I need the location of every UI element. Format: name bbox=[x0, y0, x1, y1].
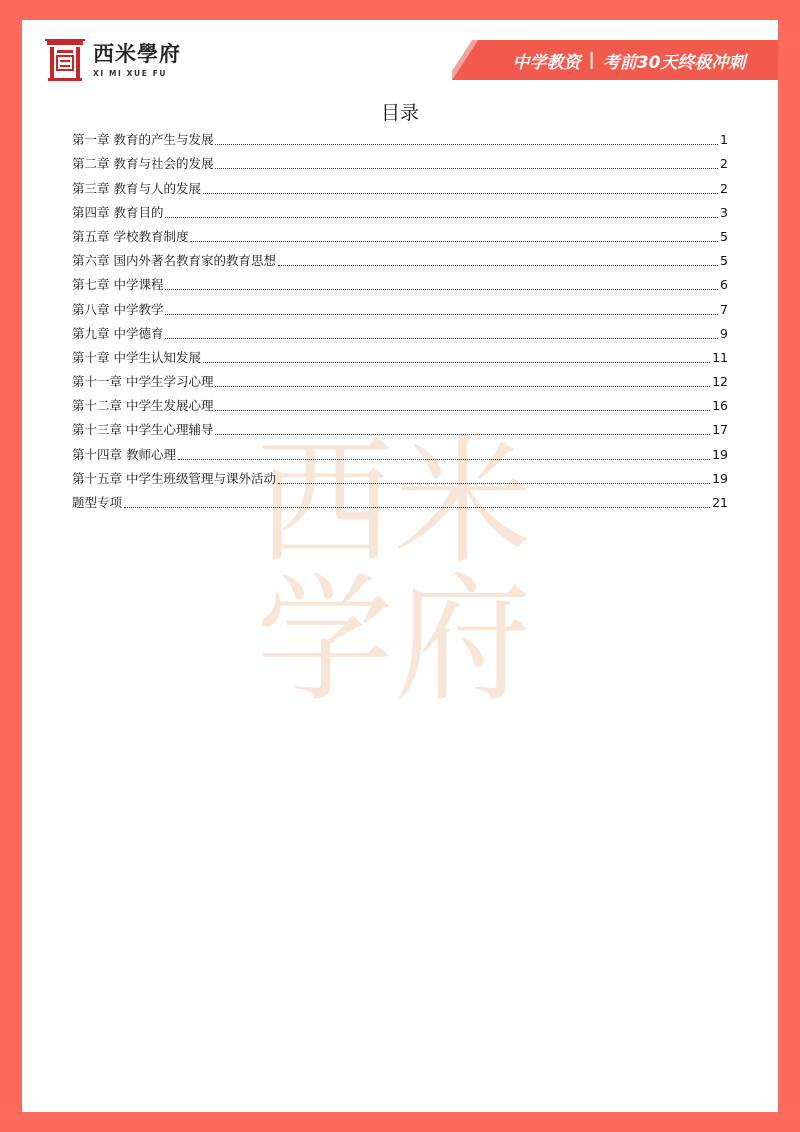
toc-entry[interactable] bbox=[72, 318, 728, 342]
toc-entry[interactable] bbox=[72, 342, 728, 366]
toc-entry[interactable] bbox=[72, 487, 728, 511]
toc-entry-page-number[interactable]: 5 bbox=[720, 253, 728, 269]
table-of-contents bbox=[72, 124, 728, 511]
toc-entry-label[interactable]: 第十一章 中学生学习心理 bbox=[72, 374, 214, 390]
brand-logo bbox=[45, 38, 181, 82]
toc-entry-page-number[interactable]: 7 bbox=[720, 301, 728, 317]
toc-entry-page-number[interactable]: 21 bbox=[712, 495, 728, 510]
toc-entry-label[interactable]: 第一章 教育的产生与发展 bbox=[72, 132, 214, 148]
toc-entry[interactable] bbox=[72, 245, 728, 269]
watermark-line1: 西米 bbox=[255, 422, 533, 583]
toc-entry-page-number[interactable]: 2 bbox=[720, 156, 728, 172]
toc-entry-label[interactable]: 第八章 中学教学 bbox=[72, 301, 164, 317]
watermark-line2: 学府 bbox=[255, 560, 533, 721]
toc-dot-leader bbox=[165, 208, 718, 218]
toc-entry-page-number[interactable]: 2 bbox=[720, 180, 728, 196]
toc-entry-page-number[interactable]: 17 bbox=[712, 422, 728, 438]
toc-entry[interactable] bbox=[72, 463, 728, 487]
toc-entry-label[interactable]: 第七章 中学课程 bbox=[72, 277, 164, 293]
toc-dot-leader bbox=[278, 256, 718, 266]
toc-dot-leader bbox=[124, 498, 710, 508]
toc-entry-label[interactable]: 第二章 教育与社会的发展 bbox=[72, 156, 214, 172]
toc-entry[interactable] bbox=[72, 221, 728, 245]
toc-entry[interactable] bbox=[72, 148, 728, 172]
toc-entry[interactable] bbox=[72, 197, 728, 221]
toc-dot-leader bbox=[165, 305, 718, 315]
toc-entry[interactable] bbox=[72, 414, 728, 438]
toc-dot-leader bbox=[215, 425, 710, 435]
toc-entry-page-number[interactable]: 19 bbox=[712, 470, 728, 486]
toc-entry[interactable] bbox=[72, 390, 728, 414]
toc-entry-label[interactable]: 第五章 学校教育制度 bbox=[72, 228, 189, 244]
toc-entry[interactable] bbox=[72, 124, 728, 148]
toc-dot-leader bbox=[215, 159, 718, 169]
toc-entry[interactable] bbox=[72, 438, 728, 462]
toc-entry-label[interactable]: 第十章 中学生认知发展 bbox=[72, 349, 201, 365]
toc-dot-leader bbox=[165, 329, 718, 339]
toc-dot-leader bbox=[203, 353, 710, 363]
toc-entry[interactable] bbox=[72, 172, 728, 196]
logo-chinese-name: 西米學府 bbox=[93, 41, 181, 66]
toc-dot-leader bbox=[203, 184, 718, 194]
toc-entry-page-number[interactable]: 5 bbox=[720, 228, 728, 244]
logo-english-name: XI MI XUE FU bbox=[93, 69, 168, 78]
document-page bbox=[22, 20, 778, 1112]
toc-entry-page-number[interactable]: 9 bbox=[720, 325, 728, 341]
toc-entry-label[interactable]: 第十四章 教师心理 bbox=[72, 446, 176, 462]
toc-dot-leader bbox=[215, 377, 710, 387]
toc-dot-leader bbox=[278, 474, 710, 484]
toc-dot-leader bbox=[215, 401, 710, 411]
toc-dot-leader bbox=[165, 280, 718, 290]
banner-subject: 中学教资 bbox=[512, 52, 581, 73]
toc-entry-page-number[interactable]: 6 bbox=[720, 277, 728, 293]
toc-entry-page-number[interactable]: 1 bbox=[720, 132, 728, 148]
header-banner bbox=[452, 40, 778, 80]
toc-entry-page-number[interactable]: 12 bbox=[712, 374, 728, 390]
banner-separator: | bbox=[588, 50, 595, 70]
toc-entry-page-number[interactable]: 11 bbox=[712, 349, 728, 365]
toc-entry[interactable] bbox=[72, 366, 728, 390]
toc-entry-label[interactable]: 题型专项 bbox=[72, 495, 123, 510]
pavilion-logo-icon bbox=[45, 38, 85, 82]
toc-entry-page-number[interactable]: 19 bbox=[712, 446, 728, 462]
toc-entry-page-number[interactable]: 16 bbox=[712, 398, 728, 414]
toc-entry-label[interactable]: 第三章 教育与人的发展 bbox=[72, 180, 201, 196]
toc-title: 目录 bbox=[380, 102, 419, 124]
toc-entry[interactable] bbox=[72, 269, 728, 293]
toc-dot-leader bbox=[215, 135, 718, 145]
toc-entry-label[interactable]: 第十五章 中学生班级管理与课外活动 bbox=[72, 470, 276, 486]
toc-entry-label[interactable]: 第六章 国内外著名教育家的教育思想 bbox=[72, 253, 276, 269]
toc-entry-page-number[interactable]: 3 bbox=[720, 204, 728, 220]
toc-entry[interactable] bbox=[72, 293, 728, 317]
toc-entry-label[interactable]: 第十二章 中学生发展心理 bbox=[72, 398, 214, 414]
toc-entry-label[interactable]: 第九章 中学德育 bbox=[72, 325, 164, 341]
toc-dot-leader bbox=[190, 232, 718, 242]
banner-slogan: 考前30天终极冲刺 bbox=[602, 52, 746, 73]
toc-dot-leader bbox=[178, 450, 710, 460]
toc-entry-label[interactable]: 第十三章 中学生心理辅导 bbox=[72, 422, 214, 438]
toc-entry-label[interactable]: 第四章 教育目的 bbox=[72, 204, 164, 220]
